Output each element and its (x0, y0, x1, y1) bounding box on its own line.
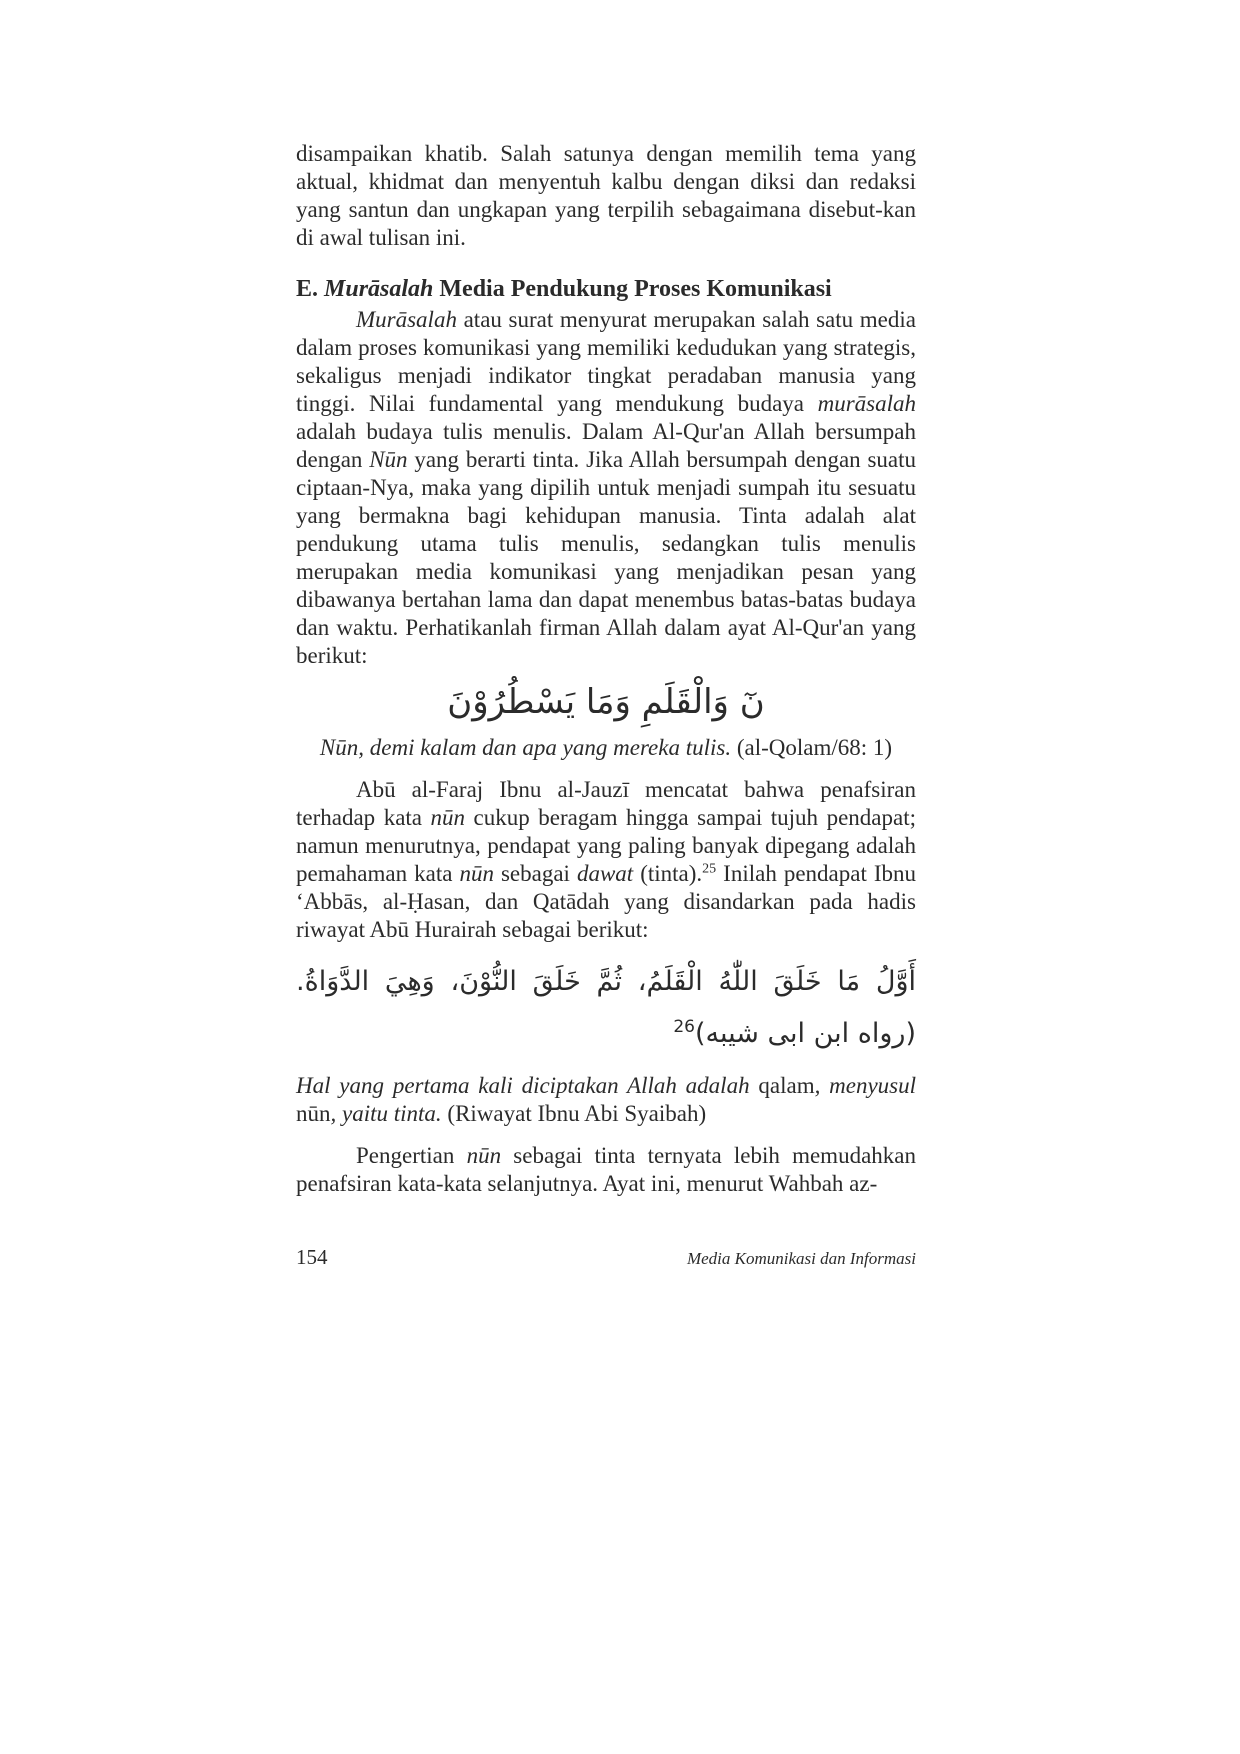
hadith-translation: Hal yang pertama kali diciptakan Allah adalah qalam, menyusul nūn, yaitu tinta. (Riwayat Ibnu Abi Syaibah) (296, 1073, 916, 1126)
running-title: Media Komunikasi dan Informasi (686, 1249, 916, 1268)
paragraph-continuation: disampaikan khatib. Salah satunya dengan memilih tema yang aktual, khidmat dan menyentuh kalbu dengan diksi dan redaksi yang santun dan ungkapan yang terpilih sebagaimana disebut-kan di awal tulisan ini. (296, 141, 916, 250)
footnote-marker: 25 (702, 861, 717, 877)
section-heading-italic: Murāsalah (324, 276, 434, 302)
verse-translation: Nūn, demi kalam dan apa yang mereka tulis. (al-Qolam/68: 1) (319, 735, 893, 760)
section-heading (296, 274, 916, 304)
paragraph-pengertian: Pengertian nūn sebagai tinta ternyata lebih memudahkan penafsiran kata-kata selanjutnya. Ayat ini, menurut Wahbah az- (296, 1143, 916, 1196)
paragraph-ibnu-jauzi: Abū al-Faraj Ibnu al-Jauzī mencatat bahwa penafsiran terhadap kata nūn cukup beragam hingga sampai tujuh pendapat; namun menurutnya, pendapat yang paling banyak dipegang adalah pemahaman kata nūn sebagai dawat (tinta).$^{25}$ Inilah pendapat Ibnu ‘Abbās, al-Ḥasan, dan Qatādah yang disandarkan pada hadis riwayat Abū Hurairah sebagai berikut: (296, 777, 917, 942)
section-heading-text: Media Pendukung Proses Komunikasi (439, 276, 832, 302)
paragraph-murasalah: Murāsalah atau surat menyurat merupakan salah satu media dalam proses komunikasi yang memiliki kedudukan yang strategis, sekaligus menjadi indikator tingkat peradaban manusia yang tinggi. Nilai fundamental yang mendukung budaya murāsalah adalah budaya tulis menulis. Dalam Al-Qur'an Allah bersumpah dengan Nūn yang berarti tinta. Jika Allah bersumpah dengan suatu ciptaan-Nya, maka yang dipilih untuk menjadi sumpah itu sesuatu yang bermakna bagi kehidupan manusia. Tinta adalah alat pendukung utama tulis menulis, sedangkan tulis menulis merupakan media komunikasi yang menjadikan pesan yang dibawanya bertahan lama dan dapat menembus batas-batas budaya dan waktu. Perhatikanlah firman Allah dalam ayat Al-Qur'an yang berikut: (296, 307, 916, 668)
page-footer (296, 1245, 916, 1270)
hadith-arabic: أَوَّلُ مَا خَلَقَ اللّٰهُ الْقَلَمُ، ثُمَّ خَلَقَ النُّوْنَ، وَهِيَ الدَّوَاةُ. (رواه ابن ابى شيبه)$^{26}$ (296, 966, 916, 1049)
section-heading-letter: E. (296, 276, 319, 302)
page-body (296, 140, 916, 1198)
page-number: 154 (296, 1245, 328, 1269)
footnote-marker: 26 (673, 1017, 695, 1037)
quran-verse-arabic: نٓ وَالْقَلَمِ وَمَا يَسْطُرُوْنَ (447, 682, 765, 722)
